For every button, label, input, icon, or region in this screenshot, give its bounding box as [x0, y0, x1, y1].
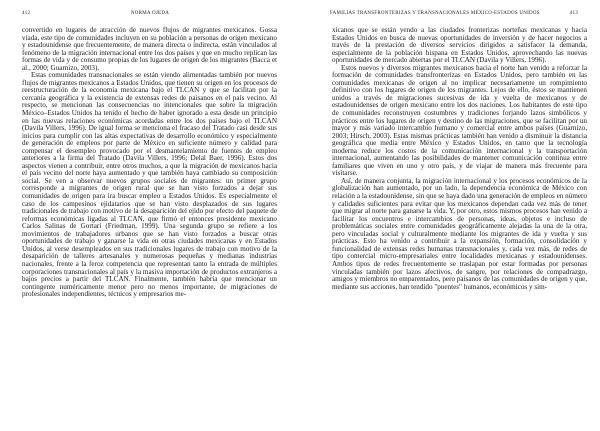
left-paragraph-1: convertido en lugares de atracción de nuevos flujos de migrantes mexicanos. Gossa viada, este tipo de comunidades incluyen en su población a personas de origen mexicano y estadounidense que frecuentemente, de manera directa o indirecta, están vinculados al fenómeno de la migración internacional entre los dos países y que en mucho replican las formas de vida y de consumo propias de los lugares de origen de los migrantes (Bacca et al., 2000; Guarnizo, 2003). — [22, 26, 277, 72]
right-body-text — [332, 27, 587, 291]
right-paragraph-3: Así, de manera conjunta, la migración internacional y los procesos económicos de la globalización han aumentado, por un lado, la dependencia económica de México con relación a la estadounidense, sin que se haya dado una generación de empleos en número y calidades suficientes para evitar que los mexicanos dependan cada vez más de tener que migrar al norte para ganarse la vida. Y, por otro, estos mismos procesos han venido a facilitar los encuentros e intercambios de personas, ideas, objetos e incluso de problemáticas sociales entre comunidades geográficamente alejadas la una de la otra, pero vinculadas social y culturalmente mediante los migrantes de ida y vuelta y sus prácticas. Esto ha venido a contribuir a la expansión, formación, consolidación y funcionalidad de extensas redes humanas transnacionales y, cada vez más, de redes de tipo comercial micro-empresariales entre localidades mexicanas y estadounidenses. Ambos tipos de redes frecuentemente se traslapan por estar formadas por personas vinculadas también por lazos afectivos, de sangre, por relaciones de compadrazgo, amigos y miembros no emparentados, pero paisanos de las comunidades de origen y que, mediante sus acciones, han tendido "puentes" humanos, económicos y sim- — [332, 176, 587, 291]
right-page-number: 413 — [569, 11, 578, 16]
right-page — [300, 0, 600, 431]
right-paragraph-2: Estos nuevos y diversos migrantes mexicanos hacia el norte han venido a reforzar la formación de comunidades transfronterizas en Estados Unidos, pero también en las comunidades mexicanas de origen al no implicar necesariamente un rompimiento definitivo con los lugares de origen de los migrantes. Lejos de ello, éstos se mantienen unidos a través de migraciones sucesivas de ida y vuelta de mexicanos y de estadounidenses de origen mexicano entre los dos naciones. Los habitantes de este tipo de comunidades reconstruyen costumbres y tradiciones forjando lazos simbólicos y prácticos entre los lugares de origen y destino de las migraciones, que se facilitan por un mayor y más variado intercambio humano y comercial entre ambos países (Guarnizo, 2003; Hirsch, 2003). Estas mismas prácticas también han venido a disminuir la distancia geográfica que media entre México y Estados Unidos, en tanto que la tecnología moderna reduce los costos de la comunicación internacional y la transportación internacional, aumentando las posibilidades de mantener comunicación continua entre familiares que viven en uno y otro país, y de viajar de manera más frecuente para visitarse. — [332, 63, 587, 178]
right-running-head: FAMILIAS TRANSFRONTERIZAS Y TRANSNACIONALES MÉXICO-ESTADOS UNIDOS — [330, 11, 540, 16]
left-paragraph-2: Estas comunidades transnacionales se están viendo alimentadas también por nuevos flujos de migrantes mexicanos a Estados Unidos, que tienen su origen en los procesos de reestructuración de la economía mexicana bajo el TLCAN y que se facilitan por la cercanía geográfica y la existencia de extensas redes de paisanos en el país vecino. Al respecto, se mencionan las consecuencias no intencionales que sobre la migración México–Estados Unidos ha tenido el hecho de haber ignorado a esta desde un principio en las nuevas relaciones económicas acordadas entre los dos países bajo el TLCAN (Davila Villers, 1996). De igual forma se menciona el fracaso del Tratado casi desde sus inicios para cumplir con las altas expectativas de desarrollo económico y especialmente de generación de empleos por parte de México en suficiente número y calidad para compensar el desempleo provocado por el desmantelamiento de fuentes de empleo anteriores a la firma del Tratado (Davila Villers, 1996; Delal Baer, 1996). Estos dos aspectos vienen a contribuir, entre otros muchos, a que la migración de mexicanos hacia el país vecino del norte haya aumentado y que también haya cambiado su composición social. Se ven a observar nuevos grupos sociales de migrantes: un primer grupo corresponde a migrantes de origen rural que se han visto forzados a dejar sus comunidades de origen para ira buscar empleo a Estados Unidos. Es especialmente el caso de los campesinos ejidatarios que se han visto desplazados de sus lugares tradicionales de trabajo con motivo de la desaparición del ejido por efecto del paquete de reformas económicas ligadas al TLCAN, que firmó el entonces presidente mexicano Carlos Salinas de Gortari (Friedman, 1999). Una segunda grupo se refiere a los movimientos de trabajadores urbanos que se han visto forzados a buscar otras oportunidades de trabajo y ganarse la vida en otras ciudades mexicanas y en Estados Unidos, al verse desempleados en sus tradicionales lugares de trabajo con motivo de la desaparición de talleres artesanales y numerosas pequeñas y medianas industrias nacionales, frente a la feroz competencia que representan tanto la entrada de múltiples corporaciones transnacionales al país y la masiva importación de productos extranjeros a bajos precios a partir del TLCAN. Finalmente, también habría que mencionar un contingente numéricamente menor pero no menos importante, de migraciones de profesionales independientes, técnicos y empresarios me- — [22, 71, 277, 299]
right-paragraph-1: xicanos que se están yendo a las ciudades fronterizas norteñas mexicanas y hacia Estados Unidos en busca de nuevas oportunidades de inversión y de hacer negocios a través de la prestación de diversos servicios dirigidos a satisfacer la demanda, especialmente de la población hispana en Estados Unidos, aprovechando las nuevas oportunidades de mercado abiertas por el TLCAN (Davila y Villers, 1996). — [332, 26, 587, 65]
left-body-text — [22, 27, 277, 299]
left-running-head: NORMA OJEDA — [130, 11, 170, 16]
right-running-header — [300, 11, 600, 21]
left-page-number: 412 — [22, 11, 31, 16]
left-running-header — [0, 11, 300, 21]
